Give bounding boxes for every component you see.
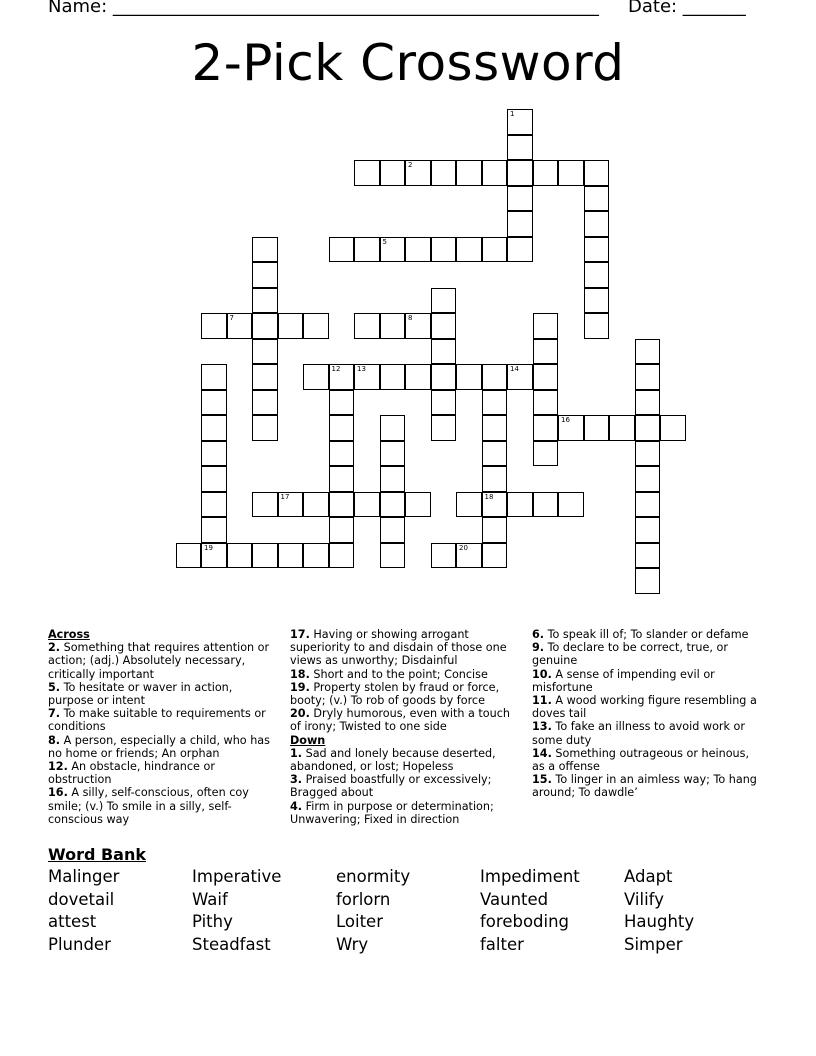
clue-text: An obstacle, hindrance or obstruction [48,760,215,787]
grid-cell[interactable] [482,237,508,263]
grid-cell[interactable] [252,262,278,288]
grid-cell[interactable] [252,415,278,441]
grid-cell[interactable] [405,492,431,518]
grid-cell[interactable] [584,288,610,314]
word-bank-word: Malinger [48,867,120,886]
grid-cell[interactable] [584,160,610,186]
clue-number: 18 [484,492,494,501]
grid-cell[interactable] [201,466,227,492]
grid-cell[interactable] [252,390,278,416]
clue-item [48,760,270,786]
clue-item [48,786,270,826]
clue-text: Firm in purpose or determination; Unwavering; Fixed in direction [290,799,494,826]
grid-cell[interactable] [635,441,661,467]
grid-cell[interactable] [278,492,304,518]
grid-cell[interactable] [456,543,482,569]
grid-cell[interactable] [431,543,457,569]
grid-cell[interactable] [507,492,533,518]
down-clue-list-continued [532,628,762,800]
grid-cell[interactable] [482,543,508,569]
grid-cell[interactable] [201,415,227,441]
clue-number-label: 10. [532,667,552,681]
clue-number-label: 17. [290,628,310,641]
grid-cell[interactable] [584,415,610,441]
clue-item [532,720,762,746]
grid-cell[interactable] [533,364,559,390]
clue-number-label: 6. [532,628,545,641]
grid-cell[interactable] [380,543,406,569]
grid-cell[interactable] [380,364,406,390]
grid-cell[interactable] [431,415,457,441]
clue-text: To make suitable to requirements or conditions [48,707,266,734]
grid-cell[interactable] [431,339,457,365]
grid-cell[interactable] [252,339,278,365]
grid-cell[interactable] [252,492,278,518]
clue-number: 17 [280,492,290,501]
grid-cell[interactable] [201,364,227,390]
grid-cell[interactable] [456,160,482,186]
grid-cell[interactable] [303,364,329,390]
grid-cell[interactable] [533,492,559,518]
grid-cell[interactable] [329,466,355,492]
grid-cell[interactable] [354,364,380,390]
clue-item [290,668,515,681]
clue-number: 5 [382,237,387,246]
across-heading: Across [48,628,90,641]
grid-cell[interactable] [380,441,406,467]
down-heading: Down [290,733,326,747]
clue-number-label: 2. [48,641,61,655]
clue-number-label: 12. [48,760,68,774]
word-bank-word: Simper [624,934,683,954]
grid-cell[interactable] [635,415,661,441]
word-bank-word: Haughty [624,912,695,931]
name-field-label: Name: ______________________________________________________ [48,0,599,17]
clue-number-label: 3. [290,773,303,787]
grid-cell[interactable] [252,543,278,569]
grid-cell[interactable] [405,364,431,390]
grid-cell[interactable] [482,466,508,492]
grid-cell[interactable] [303,313,329,339]
grid-cell[interactable] [635,364,661,390]
grid-cell[interactable] [176,543,202,569]
grid-cell[interactable] [329,415,355,441]
clue-text: Having or showing arrogant superiority to and disdain of those one views as unworthy; Disdainful [290,628,507,668]
word-bank-title: Word Bank [48,845,147,864]
grid-cell[interactable] [635,492,661,518]
word-bank-word: Vaunted [480,889,549,909]
clue-text: To linger in an aimless way; To hang around; To dawdle’ [532,773,757,800]
word-bank-word: falter [480,934,524,954]
grid-cell[interactable] [380,466,406,492]
clue-number-label: 1. [290,746,303,760]
grid-cell[interactable] [635,339,661,365]
grid-cell[interactable] [533,415,559,441]
grid-cell[interactable] [456,492,482,518]
grid-cell[interactable] [456,364,482,390]
grid-cell[interactable] [635,543,661,569]
clue-text: Something that requires attention or action; (adj.) Absolutely necessary, critically important [48,641,270,681]
clue-item [532,773,762,799]
grid-cell[interactable] [507,160,533,186]
word-bank-word: enormity [336,867,411,886]
grid-cell[interactable] [431,364,457,390]
grid-cell[interactable] [380,160,406,186]
clue-item [290,707,515,733]
grid-cell[interactable] [660,415,686,441]
grid-cell[interactable] [252,237,278,263]
grid-cell[interactable] [635,390,661,416]
grid-cell[interactable] [252,364,278,390]
down-clue-list [290,747,515,826]
word-bank-word: Steadfast [192,934,271,954]
grid-cell[interactable] [405,160,431,186]
grid-cell[interactable] [405,237,431,263]
grid-cell[interactable] [431,390,457,416]
word-bank-word: Loiter [336,912,383,931]
word-bank-word: Waif [192,889,228,909]
grid-cell[interactable] [329,492,355,518]
grid-cell[interactable] [507,135,533,161]
clue-item [48,641,270,681]
clues-column-2 [290,628,515,826]
clue-number-label: 7. [48,707,61,721]
clue-text: To speak ill of; To slander or defame [544,628,749,641]
clue-number: 13 [357,365,366,373]
clue-text: Sad and lonely because deserted, abandoned, or lost; Hopeless [290,746,496,774]
clue-item [48,681,270,707]
grid-cell[interactable] [380,313,406,339]
grid-cell[interactable] [252,313,278,339]
grid-cell[interactable] [431,237,457,263]
grid-cell[interactable] [227,313,253,339]
across-clue-list [48,641,270,826]
clue-item [532,628,762,641]
clue-number-label: 5. [48,680,61,694]
word-bank-word: forlorn [336,889,391,909]
grid-cell[interactable] [507,211,533,237]
clue-number: 19 [204,543,213,552]
grid-cell[interactable] [354,160,380,186]
clue-text: Dryly humorous, even with a touch of irony; Twisted to one side [290,707,510,734]
clue-number-label: 4. [290,799,303,813]
clue-item [532,747,762,773]
clue-number-label: 9. [532,641,545,655]
grid-cell[interactable] [635,517,661,543]
clue-number-label: 18. [290,667,310,681]
word-bank-word: dovetail [48,889,115,909]
clue-text: A silly, self-conscious, often coy smile; (v.) To smile in a silly, self-conscious way [48,786,249,826]
page-title: 2-Pick Crossword [191,34,625,92]
grid-cell[interactable] [456,237,482,263]
grid-cell[interactable] [227,543,253,569]
clue-item [532,641,762,667]
clues-column-1 [48,628,270,826]
grid-cell[interactable] [329,237,355,263]
grid-cell[interactable] [584,211,610,237]
clue-text: Something outrageous or heinous, as a offense [532,746,750,774]
clue-item [532,668,762,694]
clue-text: A sense of impending evil or misfortune [532,667,715,694]
clue-number: 20 [459,543,468,552]
grid-cell[interactable] [507,186,533,212]
across-clue-list-continued [290,628,515,734]
clue-text: Property stolen by fraud or force, booty; (v.) To rob of goods by force [290,680,500,708]
clue-item [290,800,515,826]
grid-cell[interactable] [533,339,559,365]
grid-cell[interactable] [380,237,406,263]
clue-item [48,734,270,760]
grid-cell[interactable] [252,288,278,314]
grid-cell[interactable] [278,543,304,569]
grid-cell[interactable] [635,568,661,594]
grid-cell[interactable] [201,441,227,467]
clue-text: A person, especially a child, who has no home or friends; An orphan [48,733,270,760]
word-bank-word: Vilify [624,889,664,909]
grid-cell[interactable] [482,441,508,467]
clue-item [290,681,515,707]
word-bank-word: Pithy [192,912,233,931]
word-bank-word: Adapt [624,867,673,886]
clue-item [290,747,515,773]
grid-cell[interactable] [507,364,533,390]
grid-cell[interactable] [380,492,406,518]
grid-cell[interactable] [201,492,227,518]
clue-item [290,628,515,668]
grid-cell[interactable] [201,543,227,569]
grid-cell[interactable] [635,466,661,492]
clue-text: To hesitate or waver in action, purpose or intent [48,680,233,708]
clue-number-label: 20. [290,707,310,721]
grid-cell[interactable] [431,288,457,314]
grid-cell[interactable] [584,313,610,339]
grid-cell[interactable] [482,160,508,186]
grid-cell[interactable] [533,160,559,186]
grid-cell[interactable] [354,492,380,518]
grid-cell[interactable] [354,313,380,339]
word-bank-word: Imperative [192,867,282,886]
clue-number-label: 11. [532,694,552,708]
grid-cell[interactable] [482,517,508,543]
grid-cell[interactable] [533,390,559,416]
grid-cell[interactable] [201,517,227,543]
clue-number-label: 16. [48,786,68,800]
clue-number: 14 [510,365,519,373]
grid-cell[interactable] [354,237,380,263]
grid-cell[interactable] [405,313,431,339]
clue-number: 16 [561,416,570,424]
clues-column-3 [532,628,762,800]
grid-cell[interactable] [507,109,533,135]
grid-cell[interactable] [482,364,508,390]
grid-cell[interactable] [558,492,584,518]
clue-number: 7 [229,314,234,322]
grid-cell[interactable] [278,313,304,339]
grid-cell[interactable] [329,517,355,543]
word-bank-word: attest [48,912,97,931]
date-field-label: Date: _______ [628,0,746,17]
clue-number-label: 8. [48,733,61,747]
clue-item [532,694,762,720]
grid-cell[interactable] [380,517,406,543]
clue-text: Praised boastfully or excessively; Bragged about [290,773,492,800]
clue-number-label: 15. [532,773,552,787]
word-bank-word: Wry [336,934,369,954]
grid-cell[interactable] [303,492,329,518]
clue-number-label: 13. [532,720,552,734]
clue-text: Short and to the point; Concise [309,667,488,681]
clue-number-label: 19. [290,680,310,694]
grid-cell[interactable] [507,237,533,263]
clue-number-label: 14. [532,746,552,760]
grid-cell[interactable] [584,186,610,212]
grid-cell[interactable] [584,262,610,288]
grid-cell[interactable] [584,237,610,263]
grid-cell[interactable] [482,415,508,441]
clue-item [48,707,270,733]
grid-cell[interactable] [201,390,227,416]
grid-cell[interactable] [533,441,559,467]
clue-text: A wood working figure resembling a doves tail [532,694,757,721]
grid-cell[interactable] [431,313,457,339]
grid-cell[interactable] [482,390,508,416]
grid-cell[interactable] [201,313,227,339]
grid-cell[interactable] [329,543,355,569]
word-bank-word: Impediment [480,867,580,886]
grid-cell[interactable] [482,492,508,518]
word-bank-word: foreboding [480,912,570,931]
grid-cell[interactable] [329,390,355,416]
grid-cell[interactable] [329,364,355,390]
grid-cell[interactable] [533,313,559,339]
grid-cell[interactable] [329,441,355,467]
grid-cell[interactable] [303,543,329,569]
grid-cell[interactable] [431,160,457,186]
grid-cell[interactable] [609,415,635,441]
clue-number: 12 [331,365,341,373]
clue-number: 1 [510,110,515,118]
grid-cell[interactable] [558,160,584,186]
grid-cell[interactable] [558,415,584,441]
word-bank-word: Plunder [48,934,111,954]
grid-cell[interactable] [380,415,406,441]
clue-number: 2 [408,161,413,169]
clue-item [290,773,515,799]
clue-number: 8 [408,314,413,322]
clue-text: To declare to be correct, true, or genuine [532,641,728,668]
clue-text: To fake an illness to avoid work or some duty [532,720,745,747]
